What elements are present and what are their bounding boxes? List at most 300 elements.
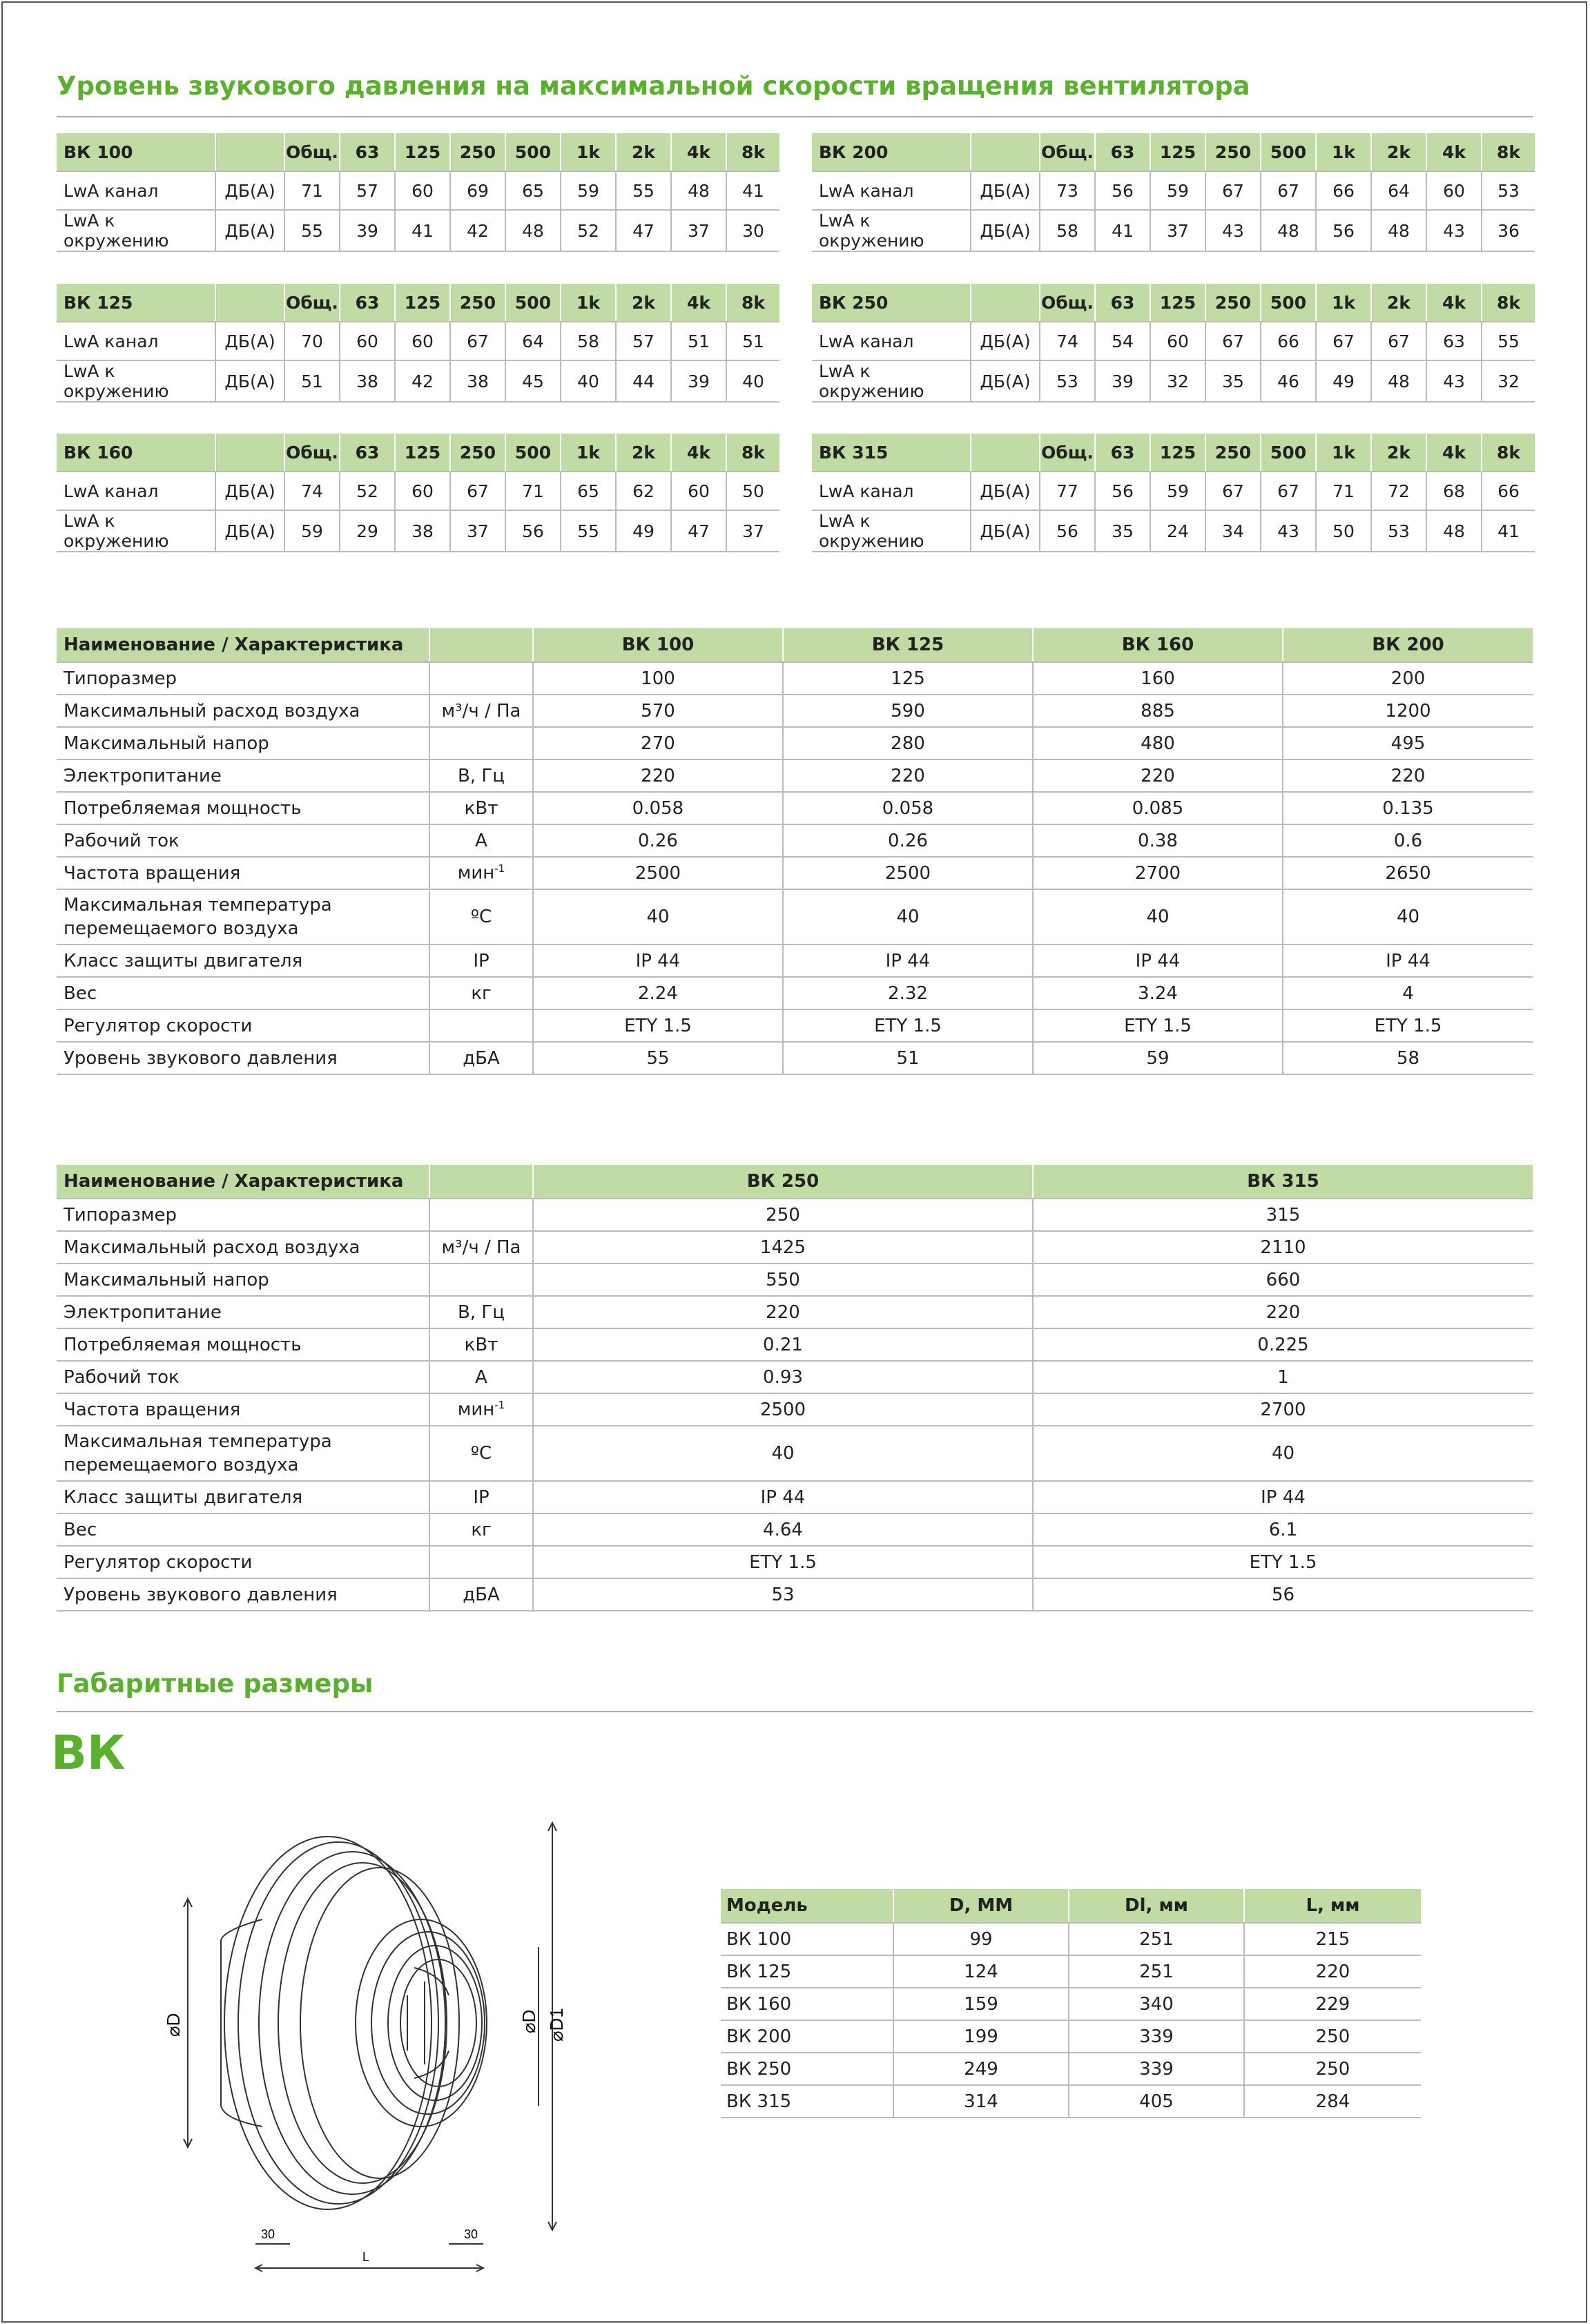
spec-row-unit-text: кВт [464,1334,498,1355]
sound-value: 46 [1261,360,1316,402]
spec-row-name [57,1578,429,1611]
sound-row-unit: ДБ(А) [971,510,1040,552]
spec-value: 0.135 [1283,792,1533,824]
dim-value: 339 [1069,2053,1244,2085]
spec-table-2 [57,1165,1533,1611]
sound-value: 56 [1040,510,1095,552]
spec-value: 0.085 [1033,792,1283,824]
spec-row-name [57,1481,429,1513]
sound-total-header: Общ. [284,133,340,171]
sound-unit-header [215,434,284,472]
spec-value: 885 [1033,695,1283,727]
sound-total-header: Общ. [284,284,340,322]
sound-value: 70 [284,322,340,360]
spec-value: 2500 [533,857,783,889]
sound-freq-header: 250 [450,133,505,171]
sound-freq-header: 125 [395,434,450,472]
sound-value: 32 [1482,360,1535,402]
spec-row-name-text: Регулятор скорости [64,1551,253,1573]
spec-value: 55 [533,1042,783,1074]
sound-value: 52 [561,210,616,251]
sound-value: 67 [450,322,505,360]
sound-section-rule [57,116,1533,117]
sound-value: 38 [395,510,450,552]
sound-value: 39 [340,210,395,251]
sound-value: 53 [1040,360,1095,402]
sound-value: 48 [1371,360,1426,402]
spec-row-unit-text: IP [473,950,489,971]
sound-freq-header: 4k [1426,284,1482,322]
sound-value: 49 [616,510,671,552]
dim-model: ВК 315 [721,2085,893,2118]
spec-value: IP 44 [1033,1481,1533,1513]
dim-value: 250 [1244,2053,1421,2085]
spec-row-unit [429,1231,533,1263]
dim-value: 159 [893,1988,1069,2020]
spec-row-name-text: Максимальный напор [64,733,269,754]
sound-value: 77 [1040,472,1095,510]
spec-row-name [57,695,429,727]
sound-value: 36 [1482,210,1535,251]
sound-value: 47 [616,210,671,251]
spec-row-unit-text: кг [471,982,492,1004]
spec-value: 570 [533,695,783,727]
sound-freq-header: 63 [340,284,395,322]
sound-table [57,284,779,403]
sound-value: 37 [1150,210,1205,251]
spec-row-name [57,889,429,945]
dim-header: L, мм [1244,1889,1421,1923]
spec-row-unit [429,824,533,857]
spec-row-name [57,1361,429,1393]
dim-value: 99 [893,1923,1069,1955]
spec-row-unit [429,1042,533,1074]
spec-row-unit-text: м³/ч / Па [441,700,521,722]
sound-model-header: ВК 200 [812,133,971,171]
sound-value: 60 [340,322,395,360]
sound-value: 66 [1482,472,1535,510]
dim-label-l: L [362,2250,370,2264]
spec-row-unit [429,857,533,889]
spec-row-name [57,1042,429,1074]
spec-header-unit [429,1165,533,1199]
sound-freq-header: 8k [726,434,779,472]
spec-row-unit [429,695,533,727]
spec-row-name [57,824,429,857]
sound-value: 60 [395,171,450,210]
spec-row-unit [429,1546,533,1578]
spec-value: 0.21 [533,1328,1033,1361]
sound-value: 43 [1426,210,1482,251]
sound-value: 52 [340,472,395,510]
sound-row-unit: ДБ(А) [215,322,284,360]
sound-value: 24 [1150,510,1205,552]
sound-value: 67 [1205,472,1261,510]
sound-freq-header: 2k [1371,284,1426,322]
spec-row-name [57,1199,429,1231]
spec-value: ETY 1.5 [533,1009,783,1042]
sound-value: 53 [1371,510,1426,552]
sound-unit-header [215,133,284,171]
sound-value: 35 [1205,360,1261,402]
sound-freq-header: 2k [616,434,671,472]
sound-freq-header: 125 [1150,284,1205,322]
spec-row-name-text: Электропитание [64,1301,222,1323]
sound-value: 30 [726,210,779,251]
sound-value: 74 [284,472,340,510]
sound-value: 43 [1426,360,1482,402]
sound-freq-header: 125 [395,133,450,171]
spec-row-unit [429,1361,533,1393]
sound-unit-header [215,284,284,322]
spec-value: 2700 [1033,1393,1533,1426]
spec-value: 0.058 [783,792,1033,824]
sound-freq-header: 500 [505,133,561,171]
sound-value: 66 [1316,171,1371,210]
spec-value: 250 [533,1199,1033,1231]
sound-value: 55 [616,171,671,210]
spec-value: 660 [1033,1263,1533,1296]
sound-row-label: LwA канал [812,472,971,510]
spec-value: 270 [533,727,783,759]
sound-value: 42 [450,210,505,251]
spec-row-unit-text: ºС [470,1443,492,1464]
sound-freq-header: 1k [1316,434,1371,472]
spec-row-name [57,792,429,824]
spec-row-unit [429,759,533,792]
sound-freq-header: 250 [1205,434,1261,472]
sound-value: 55 [284,210,340,251]
sound-total-header: Общ. [1040,133,1095,171]
spec-value: 280 [783,727,1033,759]
sound-value: 64 [505,322,561,360]
spec-value: 2.32 [783,977,1033,1009]
sound-value: 50 [726,472,779,510]
sound-row-label: LwA к окружению [57,360,215,402]
spec-row-unit [429,945,533,977]
sound-total-header: Общ. [1040,284,1095,322]
spec-row-name-text: Максимальная температура [64,1431,332,1452]
spec-row-unit [429,727,533,759]
sound-freq-header: 2k [616,133,671,171]
spec-value: 0.225 [1033,1328,1533,1361]
spec-value: 2.24 [533,977,783,1009]
spec-value: ETY 1.5 [1033,1009,1283,1042]
spec-row-name-text: Частота вращения [64,1399,241,1420]
spec-row-unit [429,1009,533,1042]
sound-freq-header: 250 [450,284,505,322]
spec-row-unit [429,1199,533,1231]
spec-row-name [57,662,429,695]
spec-row-name-text: Класс защиты двигателя [64,950,303,971]
spec-value: 0.26 [783,824,1033,857]
sound-value: 67 [1205,171,1261,210]
sound-freq-header: 125 [1150,133,1205,171]
spec-model-header: ВК 315 [1033,1165,1533,1199]
sound-value: 53 [1482,171,1535,210]
spec-value: 315 [1033,1199,1533,1231]
sound-row-unit: ДБ(А) [215,510,284,552]
spec-value: 59 [1033,1042,1283,1074]
sound-value: 43 [1261,510,1316,552]
sound-value: 43 [1205,210,1261,251]
spec-value: ETY 1.5 [1283,1009,1533,1042]
spec-value: ETY 1.5 [783,1009,1033,1042]
spec-row-name [57,857,429,889]
spec-value: 0.93 [533,1361,1033,1393]
spec-value: 125 [783,662,1033,695]
spec-value: 2110 [1033,1231,1533,1263]
spec-row-unit-text: В, Гц [458,765,505,786]
sound-value: 67 [450,472,505,510]
sound-freq-header: 8k [1482,284,1535,322]
spec-value: 220 [783,759,1033,792]
sound-freq-header: 63 [1095,434,1150,472]
dim-value: 339 [1069,2020,1244,2053]
sound-row-label: LwA канал [812,171,971,210]
spec-row-name [57,1328,429,1361]
sound-model-header: ВК 315 [812,434,971,472]
sound-freq-header: 1k [1316,133,1371,171]
sound-freq-header: 63 [340,133,395,171]
sound-value: 66 [1261,322,1316,360]
spec-row-unit-text: IP [473,1487,489,1508]
spec-row-name-text: Уровень звукового давления [64,1584,338,1605]
spec-value: IP 44 [533,1481,1033,1513]
sound-freq-header: 63 [1095,284,1150,322]
sound-value: 67 [1261,171,1316,210]
sound-model-header: ВК 100 [57,133,215,171]
spec-value: 220 [533,759,783,792]
sound-value: 37 [450,510,505,552]
sound-value: 65 [561,472,616,510]
spec-value: 6.1 [1033,1513,1533,1546]
sound-value: 71 [284,171,340,210]
spec-value: 56 [1033,1578,1533,1611]
sound-unit-header [971,133,1040,171]
spec-model-header: ВК 100 [533,628,783,662]
spec-value: 4 [1283,977,1533,1009]
sound-freq-header: 250 [1205,284,1261,322]
spec-value: 0.38 [1033,824,1283,857]
dimensions-table [721,1889,1421,2118]
sound-value: 48 [505,210,561,251]
sound-value: 71 [505,472,561,510]
spec-row-name-text: Потребляемая мощность [64,1334,302,1355]
dim-model: ВК 160 [721,1988,893,2020]
sound-value: 51 [671,322,726,360]
spec-value: 58 [1283,1042,1533,1074]
sound-value: 38 [340,360,395,402]
sound-unit-header [971,434,1040,472]
sound-value: 56 [1095,171,1150,210]
sound-freq-header: 125 [395,284,450,322]
sound-freq-header: 500 [1261,434,1316,472]
sound-total-header: Общ. [284,434,340,472]
spec-value: 2700 [1033,857,1283,889]
sound-value: 67 [1205,322,1261,360]
sound-value: 56 [505,510,561,552]
spec-row-unit-sup: -1 [494,1399,505,1412]
sound-value: 71 [1316,472,1371,510]
dims-section-title: Габаритные размеры [57,1669,374,1698]
dim-value: 220 [1244,1955,1421,1988]
sound-value: 54 [1095,322,1150,360]
sound-value: 57 [340,171,395,210]
sound-row-label: LwA канал [57,171,215,210]
sound-row-unit: ДБ(А) [215,210,284,251]
sound-row-label: LwA канал [57,472,215,510]
spec-row-unit [429,1426,533,1481]
dim-header: Dl, мм [1069,1889,1244,1923]
sound-row-unit: ДБ(А) [971,210,1040,251]
spec-model-header: ВК 125 [783,628,1033,662]
sound-freq-header: 4k [671,284,726,322]
spec-row-name-text: Максимальный расход воздуха [64,700,360,722]
spec-row-unit-text: дБА [463,1047,500,1069]
sound-value: 34 [1205,510,1261,552]
spec-row-name [57,1393,429,1426]
sound-model-header: ВК 125 [57,284,215,322]
sound-value: 58 [1040,210,1095,251]
sound-value: 67 [1371,322,1426,360]
spec-row-name-text: Частота вращения [64,862,241,884]
dim-label-30-right: 30 [464,2227,478,2241]
spec-value: 220 [533,1296,1033,1328]
spec-value: IP 44 [783,945,1033,977]
dim-value: 250 [1244,2020,1421,2053]
spec-row-name [57,1426,429,1481]
sound-value: 56 [1316,210,1371,251]
sound-value: 49 [1316,360,1371,402]
sound-value: 41 [726,171,779,210]
spec-header-name: Наименование / Характеристика [57,1165,429,1199]
sound-table [57,133,779,252]
spec-row-name [57,1513,429,1546]
sound-value: 32 [1150,360,1205,402]
sound-value: 60 [1150,322,1205,360]
dim-value: 229 [1244,1988,1421,2020]
spec-row-unit [429,1328,533,1361]
spec-row-name [57,977,429,1009]
sound-value: 60 [395,322,450,360]
sound-value: 74 [1040,322,1095,360]
spec-row-unit-text: А [475,830,487,851]
sound-freq-header: 1k [561,133,616,171]
spec-row-name [57,1009,429,1042]
sound-value: 51 [284,360,340,402]
sound-value: 38 [450,360,505,402]
sound-freq-header: 2k [1371,133,1426,171]
spec-value: 40 [1283,889,1533,945]
sound-freq-header: 8k [726,133,779,171]
dim-header: Модель [721,1889,893,1923]
sound-value: 57 [616,322,671,360]
spec-value: 160 [1033,662,1283,695]
sound-value: 41 [1482,510,1535,552]
spec-row-unit-text: кВт [464,797,498,819]
dim-label-d1: ⌀D1 [546,2008,567,2042]
sound-freq-header: 4k [1426,133,1482,171]
spec-row-name-text: Класс защиты двигателя [64,1487,303,1508]
sound-row-unit: ДБ(А) [971,322,1040,360]
length-dim-line [255,2265,483,2272]
spec-value: 1 [1033,1361,1533,1393]
spec-row-unit [429,889,533,945]
spec-value: 40 [783,889,1033,945]
sound-freq-header: 8k [726,284,779,322]
dim-model: ВК 200 [721,2020,893,2053]
dim-value: 251 [1069,1955,1244,1988]
spec-value: 220 [1033,759,1283,792]
sound-value: 69 [450,171,505,210]
spec-row-name [57,1263,429,1296]
spec-value: 40 [1033,1426,1533,1481]
spec-value: 40 [533,889,783,945]
spec-row-unit-text: В, Гц [458,1301,505,1323]
sound-row-unit: ДБ(А) [971,360,1040,402]
spec-value: 40 [1033,889,1283,945]
sound-value: 29 [340,510,395,552]
dims-section-rule [57,1711,1533,1712]
sound-value: 50 [1316,510,1371,552]
spec-value: 0.058 [533,792,783,824]
spec-row-name [57,945,429,977]
spec-header-name: Наименование / Характеристика [57,628,429,662]
sound-freq-header: 63 [340,434,395,472]
sound-value: 65 [505,171,561,210]
spec-value: 100 [533,662,783,695]
sound-value: 62 [616,472,671,510]
spec-row-name-text: Уровень звукового давления [64,1047,338,1069]
sound-value: 47 [671,510,726,552]
fan-drawing [152,1816,635,2292]
spec-row-unit [429,977,533,1009]
sound-freq-header: 1k [561,284,616,322]
spec-model-header: ВК 200 [1283,628,1533,662]
spec-row-name-text-2: перемещаемого воздуха [64,1455,299,1475]
spec-row-unit [429,1296,533,1328]
spec-value: 2650 [1283,857,1533,889]
spec-row-name-text: Рабочий ток [64,1366,180,1388]
sound-section-title: Уровень звукового давления на максимальной скорости вращения вентилятора [57,71,1250,101]
spec-row-unit-text: м³/ч / Па [441,1237,521,1258]
spec-value: ETY 1.5 [1033,1546,1533,1578]
spec-row-name [57,727,429,759]
sound-value: 48 [671,171,726,210]
sound-freq-header: 1k [1316,284,1371,322]
sound-value: 64 [1371,171,1426,210]
sound-row-label: LwA канал [57,322,215,360]
spec-value: ETY 1.5 [533,1546,1033,1578]
sound-freq-header: 500 [1261,133,1316,171]
dim-value: 199 [893,2020,1069,2053]
sound-freq-header: 1k [561,434,616,472]
sound-table [812,434,1535,552]
spec-row-unit [429,662,533,695]
sound-value: 37 [726,510,779,552]
spec-row-name [57,1296,429,1328]
dim-label-d-right: ⌀D [518,2009,539,2033]
sound-value: 41 [395,210,450,251]
sound-freq-header: 2k [616,284,671,322]
sound-table [812,133,1535,252]
spec-row-unit [429,1513,533,1546]
sound-value: 40 [726,360,779,402]
dim-header: D, ММ [893,1889,1069,1923]
sound-value: 60 [671,472,726,510]
spec-row-unit-text: дБА [463,1584,500,1605]
